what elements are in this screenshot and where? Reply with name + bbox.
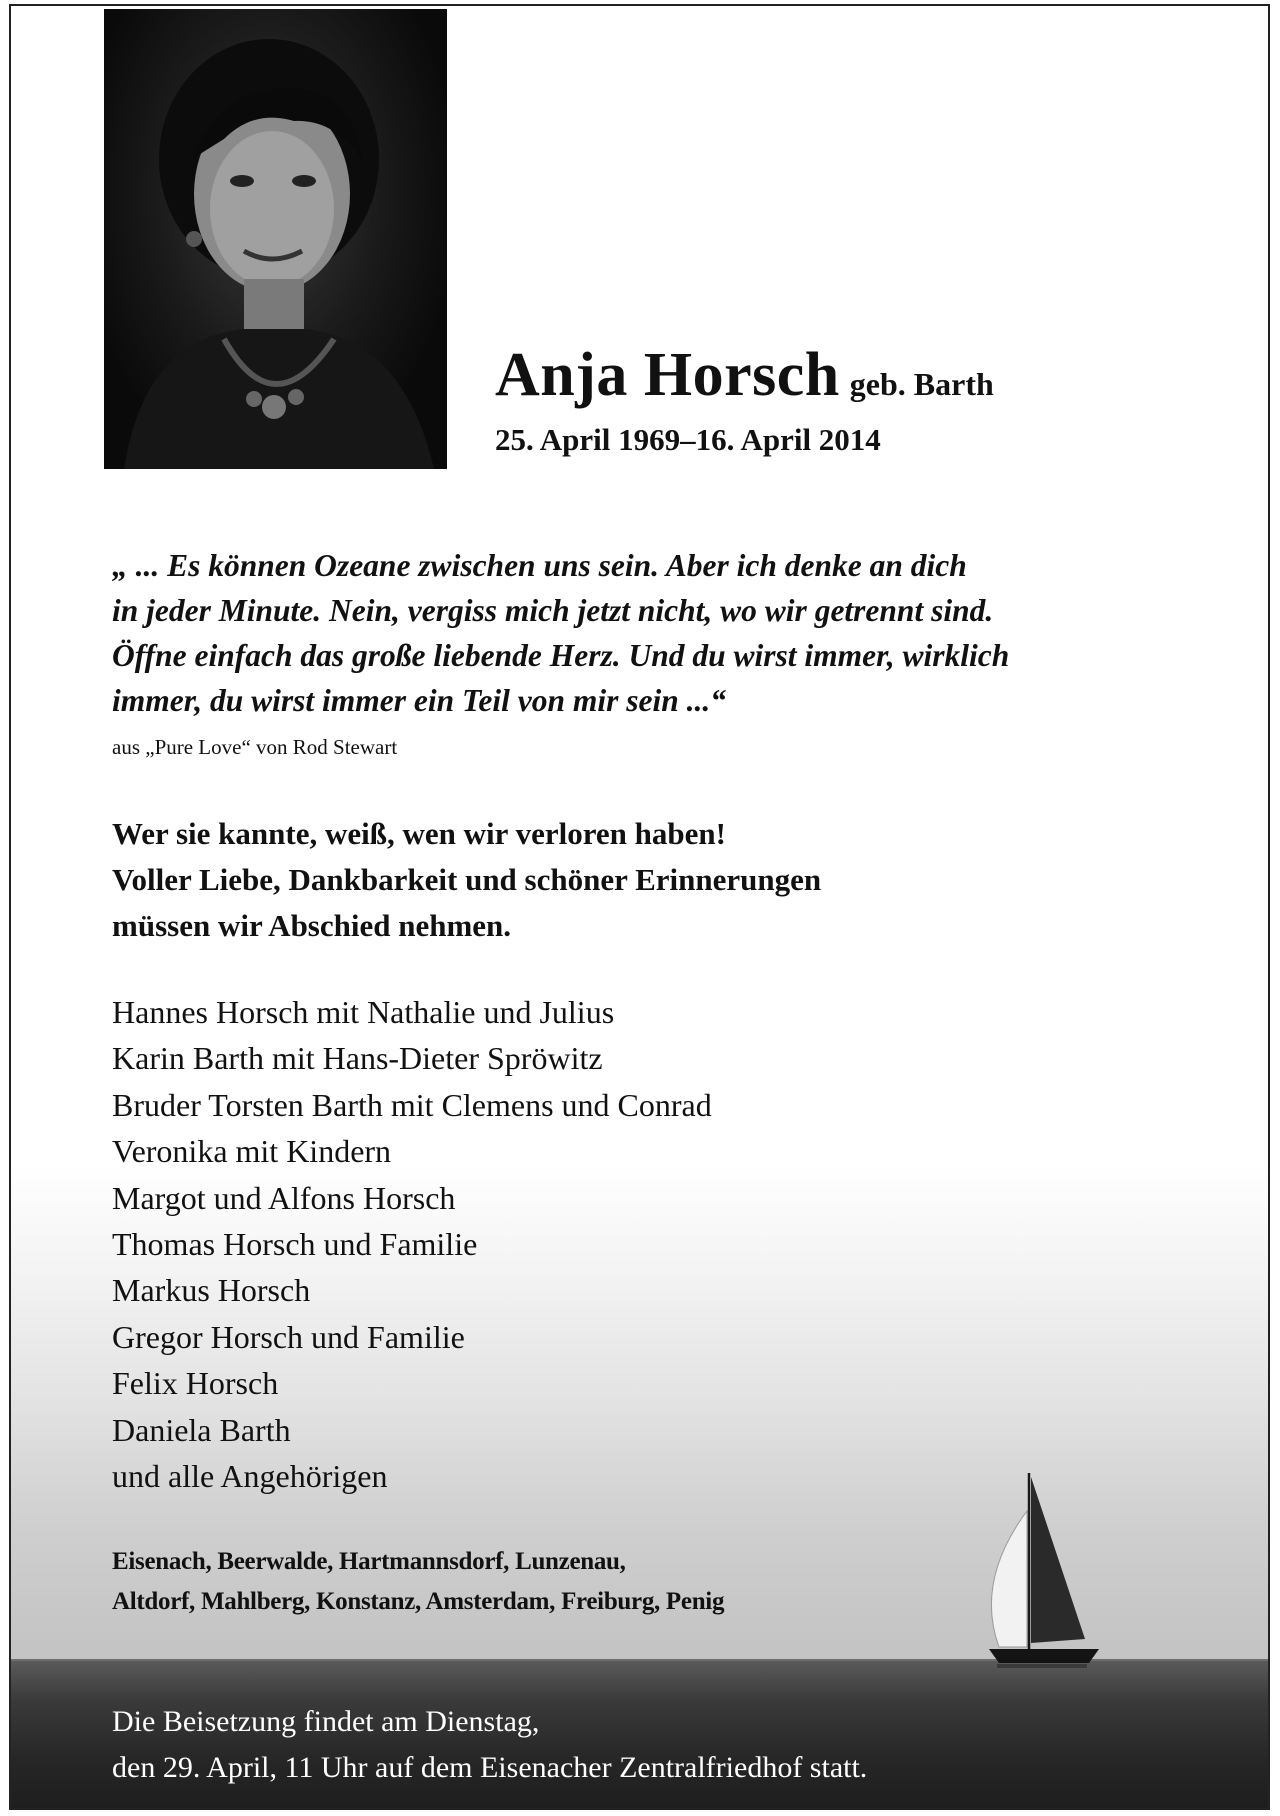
statement-line: Voller Liebe, Dankbarkeit und schöner Erinnerungen: [112, 862, 822, 897]
quote-line: in jeder Minute. Nein, vergiss mich jetzt nicht, wo wir getrennt sind.: [112, 593, 994, 628]
obituary-notice: [9, 4, 1270, 1810]
list-item: Felix Horsch: [112, 1365, 279, 1402]
life-dates: 25. April 1969–16. April 2014: [495, 422, 881, 457]
places-line: Altdorf, Mahlberg, Konstanz, Amsterdam, Freiburg, Penig: [112, 1588, 725, 1615]
list-item: Margot und Alfons Horsch: [112, 1179, 456, 1216]
list-item: Hannes Horsch mit Nathalie und Julius: [112, 994, 615, 1030]
mourners-list: [112, 989, 712, 1499]
list-item: Bruder Torsten Barth mit Clemens und Conrad: [112, 1086, 712, 1123]
list-item: Gregor Horsch und Familie: [112, 1318, 465, 1355]
quote-line: „ ... Es können Ozeane zwischen uns sein. Aber ich denke an dich: [112, 548, 967, 583]
places-line: Eisenach, Beerwalde, Hartmannsdorf, Lunzenau,: [112, 1548, 626, 1575]
memorial-quote: [112, 543, 1212, 723]
list-item: Thomas Horsch und Familie: [112, 1226, 478, 1263]
deceased-name: Anja Horsch: [495, 341, 840, 409]
sailboat-icon: [975, 1471, 1105, 1676]
farewell-statement: [112, 811, 821, 949]
list-item: und alle Angehörigen: [112, 1458, 388, 1495]
quote-source: aus „Pure Love“ von Rod Stewart: [112, 735, 398, 759]
portrait-icon: [104, 9, 447, 469]
list-item: Markus Horsch: [112, 1272, 311, 1309]
statement-line: müssen wir Abschied nehmen.: [112, 908, 512, 943]
list-item: Veronika mit Kindern: [112, 1133, 392, 1170]
deceased-name-line: [495, 341, 994, 409]
funeral-line: den 29. April, 11 Uhr auf dem Eisenacher Zentralfriedhof statt.: [112, 1751, 868, 1784]
portrait-photo: [104, 9, 447, 469]
list-item: Daniela Barth: [112, 1411, 291, 1448]
places-list: [112, 1542, 724, 1622]
quote-line: immer, du wirst immer ein Teil von mir sein ...“: [112, 683, 727, 718]
list-item: Karin Barth mit Hans-Dieter Spröwitz: [112, 1040, 603, 1077]
deceased-header: [495, 341, 994, 457]
maiden-name: geb. Barth: [849, 366, 994, 402]
quote-line: Öffne einfach das große liebende Herz. Und du wirst immer, wirklich: [112, 638, 1010, 673]
funeral-info: [112, 1699, 867, 1791]
funeral-line: Die Beisetzung findet am Dienstag,: [112, 1705, 540, 1738]
statement-line: Wer sie kannte, weiß, wen wir verloren haben!: [112, 816, 726, 851]
